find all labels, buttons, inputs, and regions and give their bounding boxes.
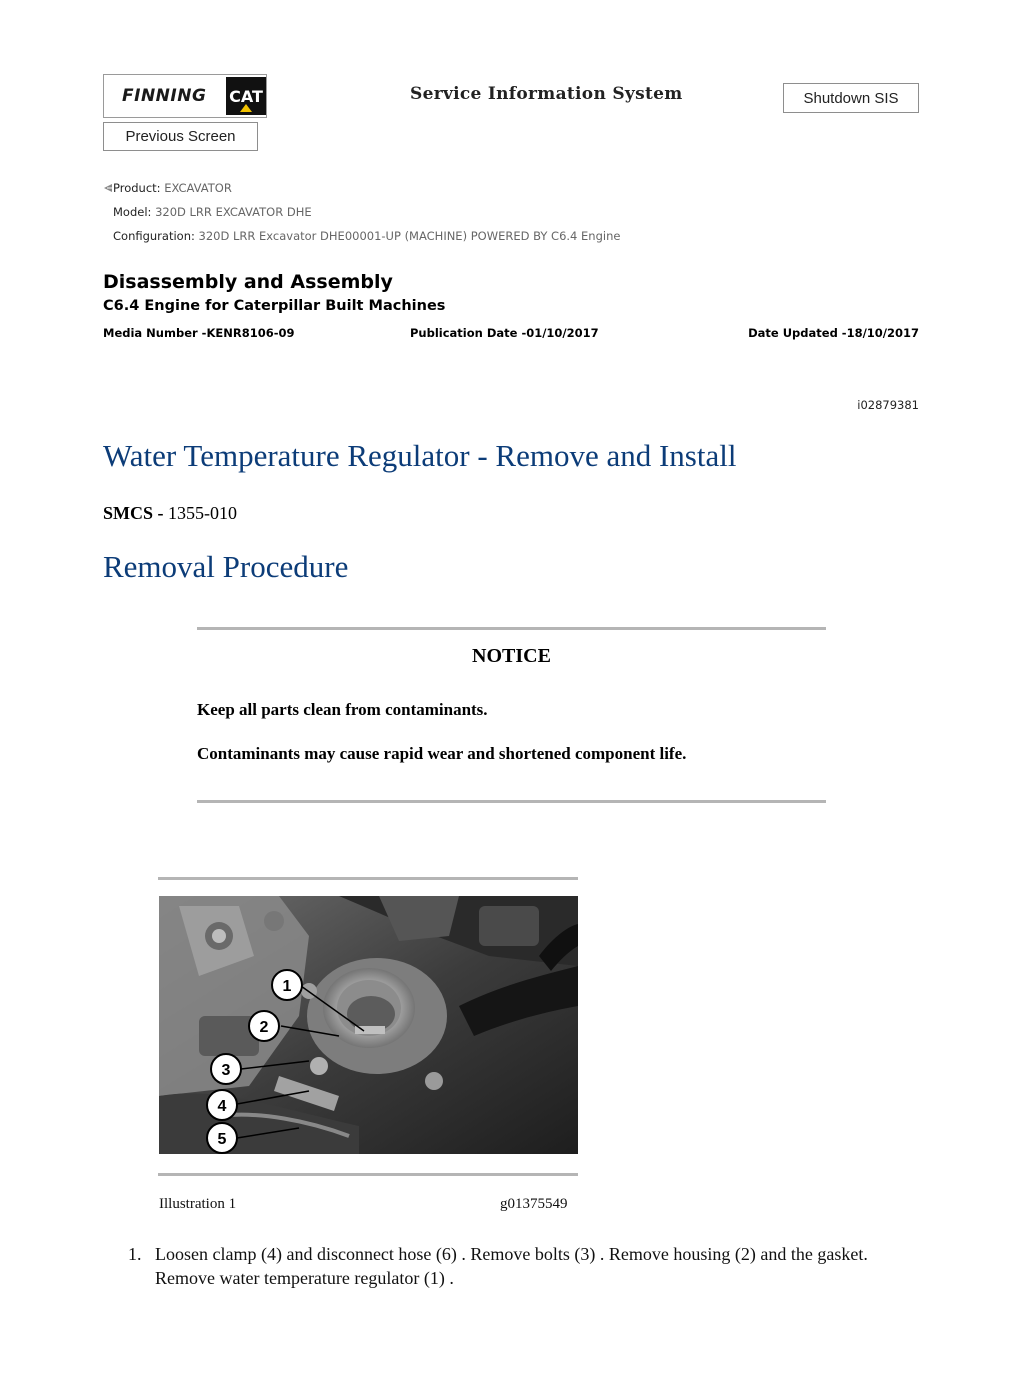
page-title: Water Temperature Regulator - Remove and Install xyxy=(103,438,737,473)
callout-3-label: 3 xyxy=(221,1062,231,1079)
document-heading: Disassembly and Assembly xyxy=(103,271,393,293)
notice-line-2: Contaminants may cause rapid wear and shortened component life. xyxy=(197,744,687,763)
illustration-graphic-id: g01375549 xyxy=(500,1196,568,1212)
cat-triangle-icon xyxy=(240,104,252,112)
notice-bottom-divider xyxy=(197,800,826,803)
configuration-line xyxy=(113,229,620,243)
callout-2 xyxy=(249,1011,279,1041)
previous-screen-button[interactable]: Previous Screen xyxy=(103,122,258,151)
callout-5 xyxy=(207,1123,237,1153)
section-title: Removal Procedure xyxy=(103,549,349,584)
illustration-caption: Illustration 1 xyxy=(159,1196,237,1212)
engine-photo xyxy=(159,896,578,1154)
configuration-label: Configuration: xyxy=(113,229,195,243)
notice-line-1: Keep all parts clean from contaminants. xyxy=(197,700,488,719)
list-item xyxy=(128,1242,928,1290)
product-line xyxy=(103,181,232,195)
smcs-code xyxy=(103,503,237,524)
illustration-bottom-divider xyxy=(158,1173,578,1176)
publication-date: Publication Date -01/10/2017 xyxy=(410,326,599,340)
smcs-value: 1355-010 xyxy=(168,503,238,523)
callout-1 xyxy=(272,970,302,1000)
smcs-label: SMCS - xyxy=(103,503,164,523)
step-text: Loosen clamp (4) and disconnect hose (6) . Remove bolts (3) . Remove housing (2) and the gasket. Remove water temperature regulator (1) . xyxy=(155,1244,868,1288)
notice-top-divider xyxy=(197,627,826,630)
model-value: 320D LRR EXCAVATOR DHE xyxy=(155,205,312,219)
date-updated: Date Updated -18/10/2017 xyxy=(748,326,919,340)
engine-photo-drawing xyxy=(159,896,578,1154)
callout-1-label: 1 xyxy=(282,978,292,995)
callout-4-label: 4 xyxy=(217,1098,227,1115)
back-arrow-icon[interactable] xyxy=(103,183,113,193)
step-number: 1. xyxy=(128,1244,142,1264)
notice-title: NOTICE xyxy=(472,645,551,667)
logo-cat-text: CAT xyxy=(229,86,263,106)
illustration-top-divider xyxy=(158,877,578,880)
document-subheading: C6.4 Engine for Caterpillar Built Machines xyxy=(103,298,446,314)
configuration-value: 320D LRR Excavator DHE00001-UP (MACHINE) POWERED BY C6.4 Engine xyxy=(198,229,621,243)
media-info-row xyxy=(103,326,919,342)
model-label: Model: xyxy=(113,205,152,219)
callout-3 xyxy=(211,1054,241,1084)
model-line xyxy=(113,205,312,219)
finning-cat-logo xyxy=(103,74,267,118)
callout-2-label: 2 xyxy=(259,1019,269,1036)
document-id: i02879381 xyxy=(857,398,919,412)
system-title: Service Information System xyxy=(410,84,683,104)
callout-5-label: 5 xyxy=(217,1131,227,1148)
shutdown-sis-button[interactable]: Shutdown SIS xyxy=(783,83,919,113)
cat-logo-icon xyxy=(226,77,266,115)
logo-finning-text: FINNING xyxy=(122,86,207,106)
product-label: Product: xyxy=(113,181,161,195)
product-value: EXCAVATOR xyxy=(164,181,232,195)
media-number: Media Number -KENR8106-09 xyxy=(103,326,295,340)
callout-4 xyxy=(207,1090,237,1120)
